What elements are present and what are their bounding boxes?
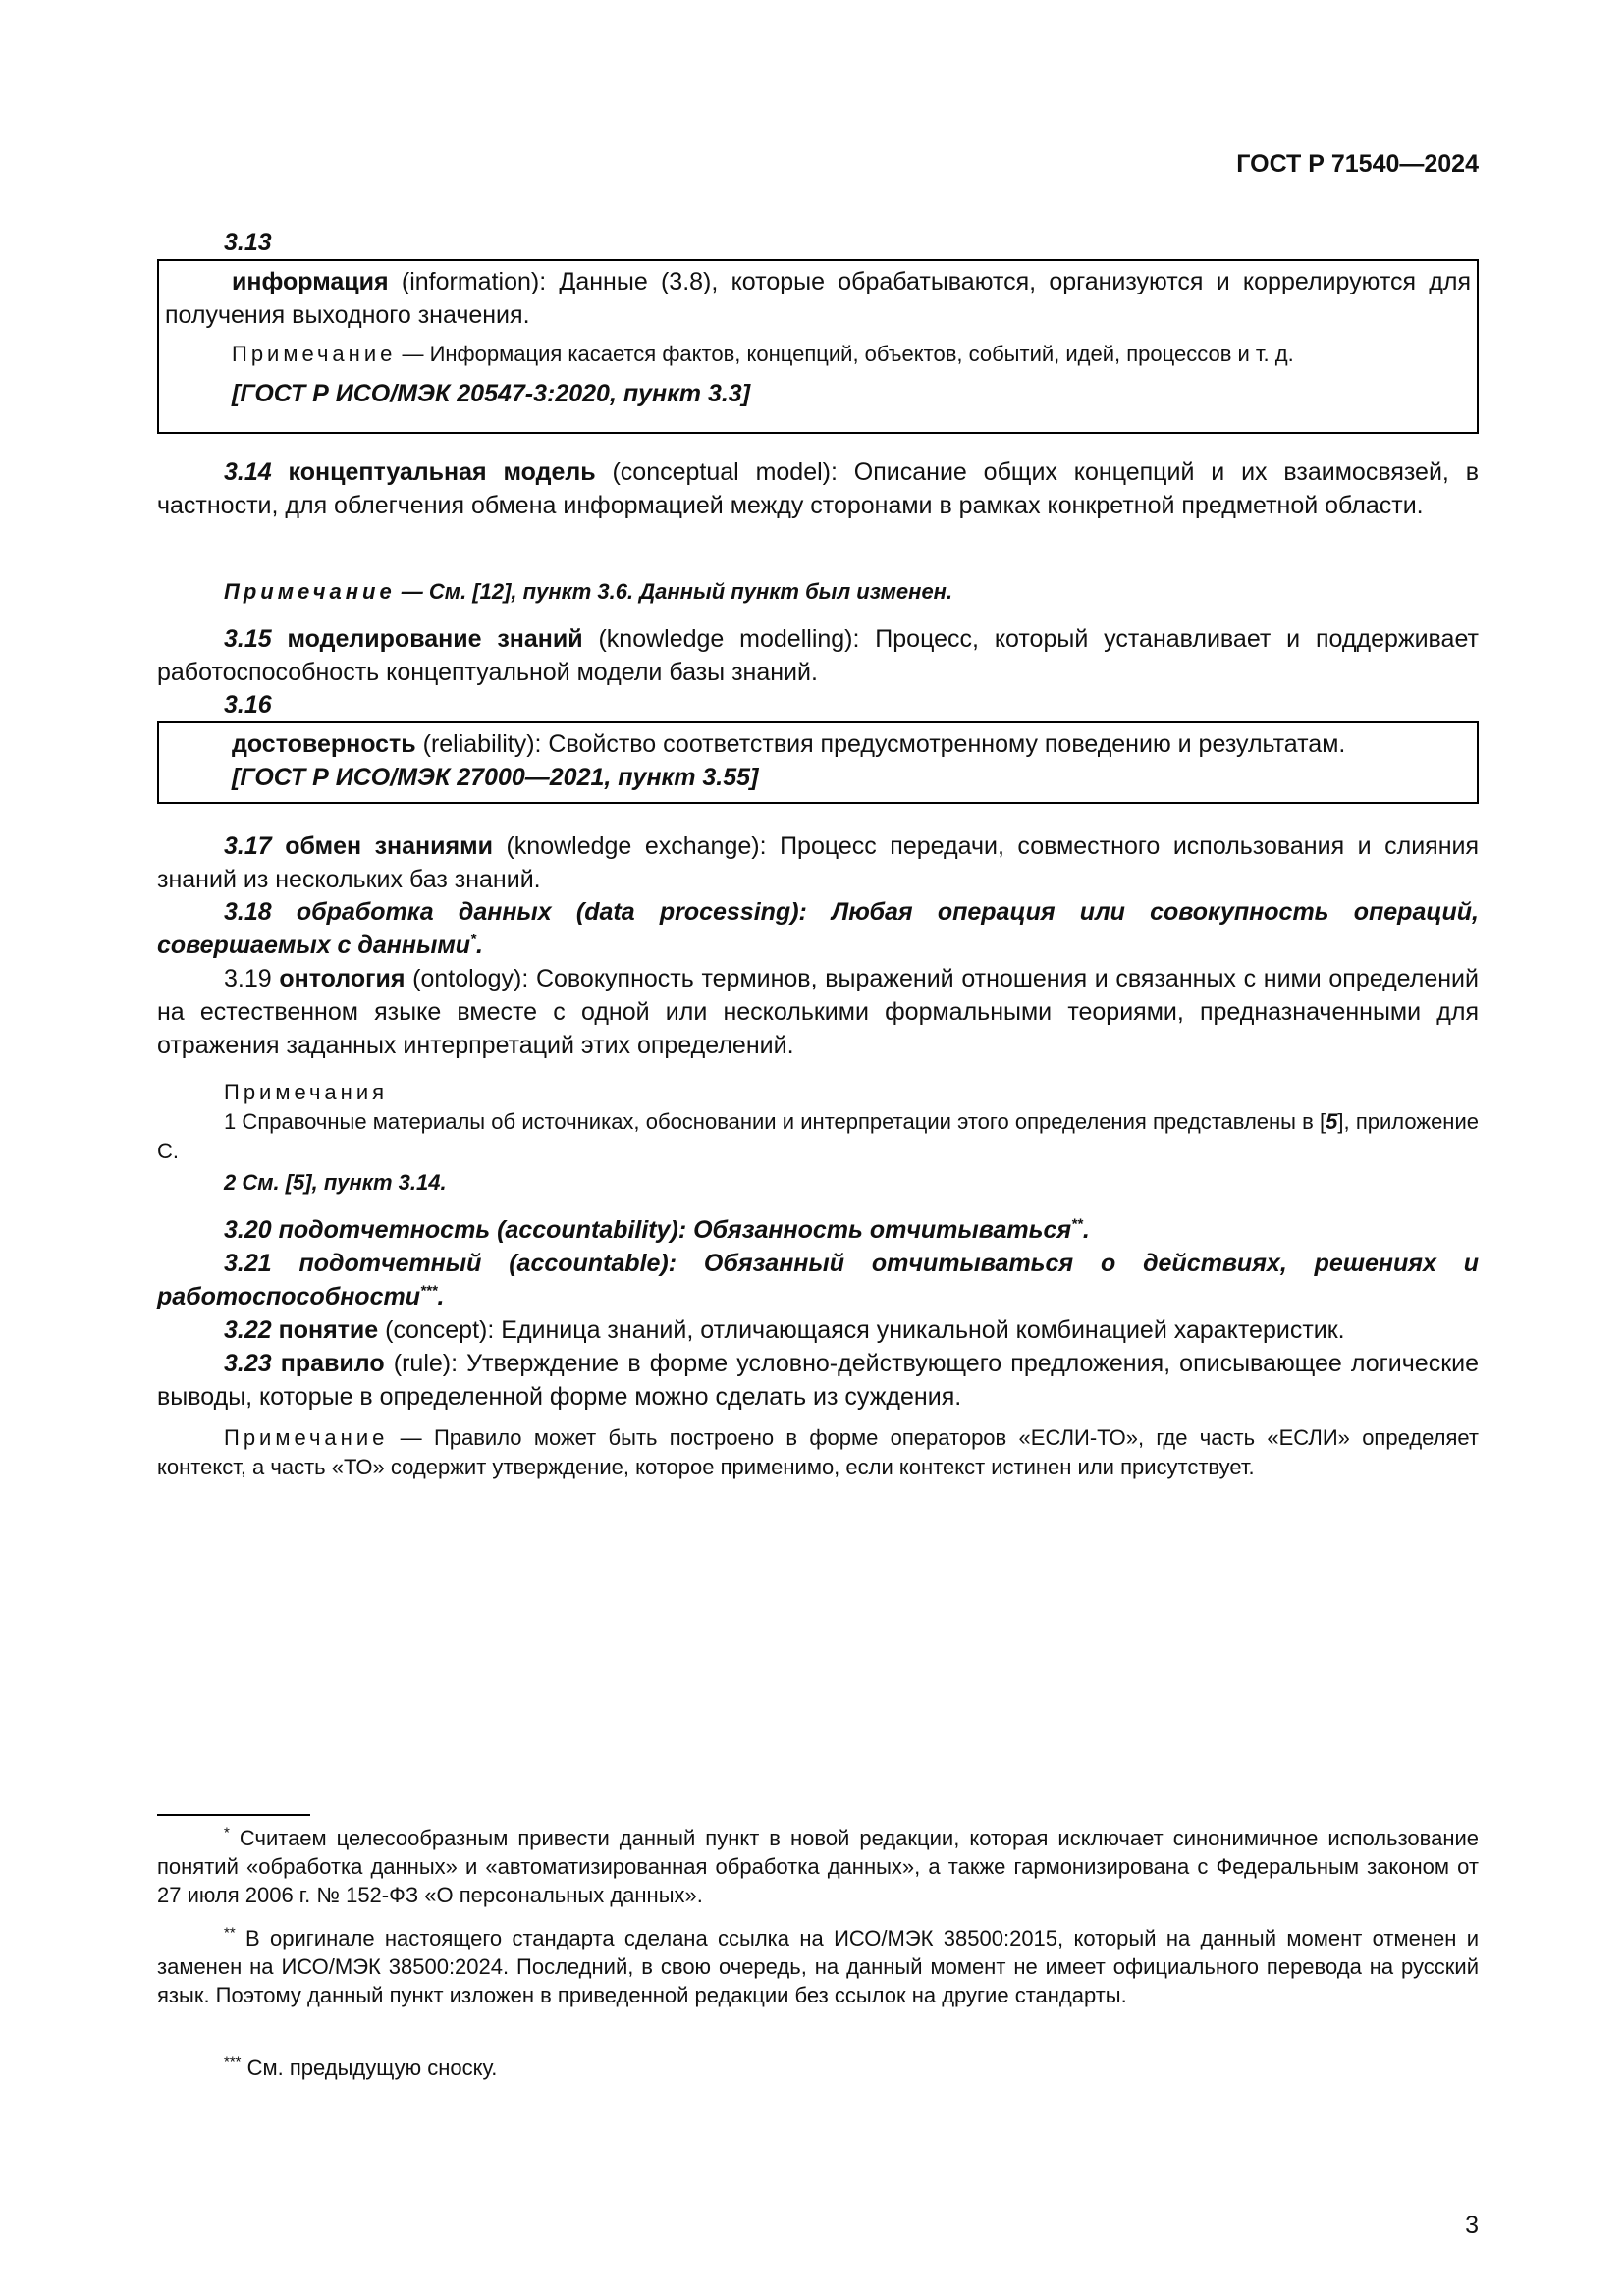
term-3-19-note-2: 2 См. [5], пункт 3.14. — [224, 1170, 447, 1195]
term-3-13-note: Примечание — Информация касается фактов, концепций, объектов, событий, идей, процессов и т. д. — [232, 342, 1294, 366]
term-3-21-definition: 3.21 подотчетный (accountable): Обязанный отчитываться о действиях, решениях и работоспособности***. — [157, 1250, 1479, 1310]
footnote-3: *** См. предыдущую сноску. — [224, 2054, 498, 2080]
term-3-16-box — [157, 721, 1479, 804]
footnote-separator — [157, 1814, 310, 1816]
term-3-18-definition: 3.18 обработка данных (data processing): Любая операция или совокупность операций, совершаемых с данными*. — [157, 898, 1479, 959]
footnote-ref-3: *** — [419, 1282, 438, 1300]
term-3-16-number: 3.16 — [224, 691, 272, 719]
term-3-16-definition: достоверность (reliability): Свойство соответствия предусмотренному поведению и результатам. — [232, 730, 1346, 758]
term-3-19-notes-label: Примечания — [224, 1080, 389, 1104]
term-3-19-note-1: 1 Справочные материалы об источниках, обосновании и интерпретации этого определения представлены в [5], приложение С. — [157, 1109, 1479, 1163]
footnote-ref-1: * — [470, 931, 476, 948]
term-3-17-definition: 3.17 обмен знаниями (knowledge exchange): Процесс передачи, совместного использования и слияния знаний из нескольких баз знаний. — [157, 832, 1480, 893]
term-3-20-definition: 3.20 подотчетность (accountability): Обязанность отчитываться**. — [224, 1215, 1090, 1244]
footnote-1: * Считаем целесообразным привести данный пункт в новой редакции, которая исключает синонимичное использование понятий «обработка данных» и «автоматизированная обработка данных», а также гармонизирована с Федеральным законом от 27 июля 2006 г. № 152-ФЗ «О персональных данных». — [157, 1824, 1479, 1907]
term-3-23-note: Примечание — Правило может быть построено в форме операторов «ЕСЛИ-ТО», где часть «ЕСЛИ» определяет контекст, а часть «ТО» содержит утверждение, которое применимо, если контекст истинен или присутствует. — [157, 1425, 1479, 1479]
term-3-13-number: 3.13 — [224, 229, 272, 256]
footnote-2: ** В оригинале настоящего стандарта сделана ссылка на ИСО/МЭК 38500:2015, который на данный момент отменен и заменен на ИСО/МЭК 38500:2024. Последний, в свою очередь, на данный момент не имеет официального перевода на русский язык. Поэтому данный пункт изложен в приведенной редакции без ссылок на другие стандарты. — [157, 1924, 1479, 2007]
term-3-23-definition: 3.23 правило (rule): Утверждение в форме условно-действующего предложения, описывающее логические выводы, которые в определенной форме можно сделать из суждения. — [157, 1350, 1480, 1411]
document-page — [157, 0, 1479, 2296]
term-3-14-definition: 3.14 концептуальная модель (conceptual model): Описание общих концепций и их взаимосвязей, в частности, для облегчения обмена информацией между сторонами в рамках конкретной предметной области. — [157, 458, 1479, 519]
term-3-15-definition: 3.15 моделирование знаний (knowledge modelling): Процесс, который устанавливает и поддерживает работоспособность концептуальной модели базы знаний. — [157, 625, 1479, 686]
page-number: 3 — [1465, 2212, 1479, 2239]
term-3-14-note: Примечание — См. [12], пункт 3.6. Данный пункт был изменен. — [224, 579, 953, 604]
footnote-ref-2: ** — [1071, 1215, 1083, 1233]
term-3-22-definition: 3.22 понятие (concept): Единица знаний, отличающаяся уникальной комбинацией характеристик. — [224, 1316, 1345, 1344]
term-3-13-source: [ГОСТ Р ИСО/МЭК 20547-3:2020, пункт 3.3] — [232, 380, 751, 407]
document-header: ГОСТ Р 71540—2024 — [1236, 150, 1479, 178]
term-3-19-definition: 3.19 онтология (ontology): Совокупность терминов, выражений отношения и связанных с ними определений на естественном языке вместе с одной или несколькими формальными теориями, предназначенными для отражения заданных интерпретаций этих определений. — [157, 965, 1479, 1059]
term-3-16-source: [ГОСТ Р ИСО/МЭК 27000—2021, пункт 3.55] — [232, 764, 759, 791]
term-3-13-box — [157, 259, 1479, 434]
term-3-13-definition: информация (information): Данные (3.8), которые обрабатываются, организуются и коррелируются для получения выходного значения. — [165, 268, 1471, 329]
